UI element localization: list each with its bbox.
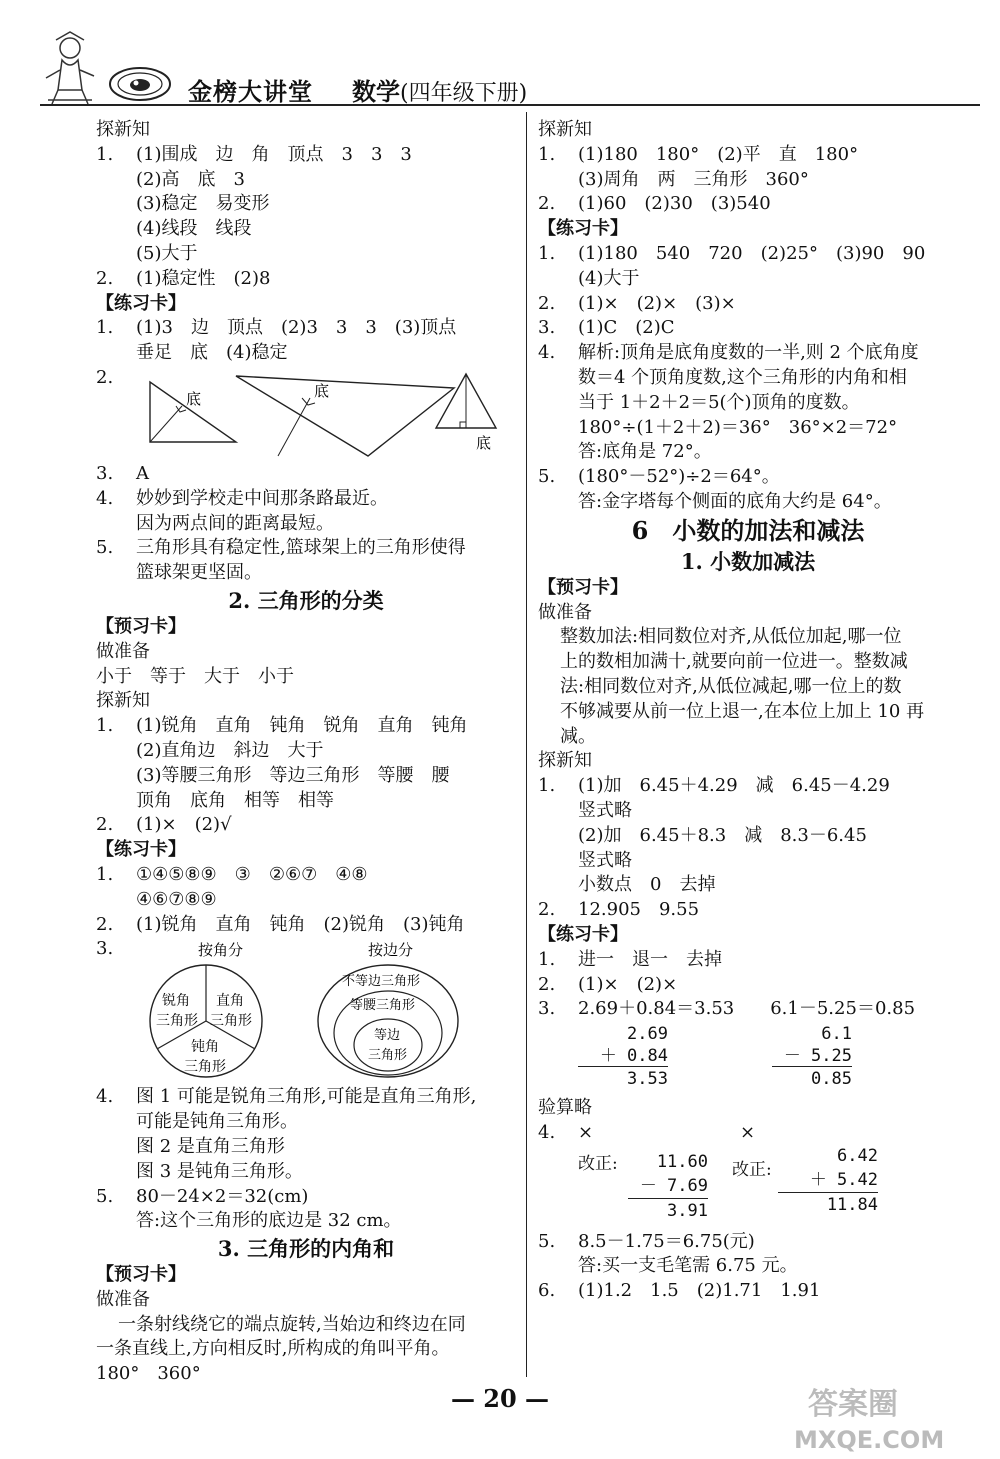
watermark-text: 答案圈 [808, 1387, 898, 1422]
answer-line [538, 1230, 958, 1255]
header-rule [40, 104, 980, 106]
heading-prepare: 做准备 [96, 1288, 150, 1310]
answer-text: (1)3 边 顶点 (2)3 3 3 (3)顶点 [136, 317, 457, 339]
right-column [538, 118, 958, 1304]
answer-line [538, 973, 958, 998]
answer-line: 不够减要从前一位上退一,在本位上加上 10 再 [560, 700, 925, 722]
chapter-title: 6 小数的加法和减法 [631, 515, 865, 545]
answer-line: 竖式略 [578, 799, 632, 821]
pie-label: 锐角 [162, 993, 190, 1010]
item-number: 1. [538, 948, 556, 970]
subject-title [352, 72, 527, 107]
classification-diagram [136, 939, 516, 1083]
correction-label: 改正: [732, 1159, 772, 1180]
pie-title: 按角分 [198, 941, 244, 960]
answer-text: (1)C (2)C [578, 317, 675, 339]
label-base: 底 [314, 381, 330, 400]
answer-line: 小数点 0 去掉 [578, 874, 716, 896]
calc-row: 6.42 [837, 1145, 878, 1166]
watermark-logo [788, 1378, 978, 1454]
calc-row: 0.85 [811, 1069, 852, 1090]
answer-line: 数＝4 个顶角度数,这个三角形的内角和相 [578, 366, 907, 388]
calc-row: ＋ 0.84 [578, 1044, 668, 1067]
calc-row: 11.84 [826, 1194, 878, 1215]
answer-line [538, 774, 958, 799]
answer-line [538, 465, 958, 490]
section-tag: 【预习卡】 [96, 1264, 186, 1286]
answer-line [96, 267, 516, 292]
heading-prepare: 做准备 [538, 601, 592, 623]
answer-line: (3)稳定 易变形 [136, 193, 270, 215]
answer-line [538, 948, 958, 973]
pie-label: 直角 [216, 993, 244, 1010]
label-base: 底 [476, 433, 492, 452]
section-title: 1. 小数加减法 [680, 548, 816, 574]
vertical-calc-add [578, 1022, 668, 1089]
answer-line: 180° 360° [96, 1363, 201, 1385]
answer-line: 答:金字塔每个侧面的底角大约是 64°。 [578, 490, 892, 512]
answer-line: (5)大于 [136, 242, 198, 264]
brand-logo [108, 66, 172, 102]
answer-text: (1)锐角 直角 钝角 锐角 直角 钝角 [136, 715, 468, 737]
answer-line [96, 714, 516, 739]
item-number: 1. [96, 715, 114, 737]
corrections [538, 1146, 958, 1230]
item-number: 2. [96, 814, 114, 836]
answer-line: 法:相同数位对齐,从低位减起,哪一位上的数 [560, 675, 902, 697]
answer-line: 当于 1＋2＋2＝5(个)顶角的度数。 [578, 391, 860, 413]
left-column [96, 118, 516, 1387]
answer-line: (2)加 6.45＋8.3 减 8.3－6.45 [578, 824, 867, 846]
answer-line [96, 913, 516, 938]
item-number: 3. [96, 462, 114, 484]
answer-line: 图 3 是钝角三角形。 [136, 1160, 303, 1182]
item-number: 4. [96, 487, 114, 509]
answer-line: 篮球架更坚固。 [136, 562, 262, 584]
answer-text: (1)围成 边 角 顶点 3 3 3 [136, 143, 412, 165]
column-divider [526, 112, 527, 1377]
answer-text: ①④⑤⑧⑨ ③ ②⑥⑦ ④⑧ [136, 863, 368, 885]
answer-line [538, 192, 958, 217]
answer-text: (1)× (2)× [578, 973, 678, 995]
answer-line [96, 863, 516, 888]
heading-explore: 探新知 [96, 690, 150, 712]
answer-line [96, 316, 516, 341]
brand-title: 金榜大讲堂 [188, 77, 313, 106]
answer-text: 图 1 可能是锐角三角形,可能是直角三角形, [136, 1086, 477, 1108]
calc-row: 3.53 [627, 1069, 668, 1090]
answer-line: 小于 等于 大于 小于 [96, 665, 294, 687]
answer-line: (3)等腰三角形 等边三角形 等腰 腰 [136, 764, 450, 786]
answer-line: 顶角 底角 相等 相等 [136, 789, 334, 811]
calc-row: 3.91 [667, 1200, 708, 1221]
answer-line: 图 2 是直角三角形 [136, 1135, 285, 1157]
venn-title: 按边分 [368, 941, 414, 960]
item-number: 3. [538, 317, 556, 339]
item-number: 2. [538, 973, 556, 995]
answer-text: 三角形具有稳定性,篮球架上的三角形使得 [136, 537, 466, 559]
answer-text: (1)× (2)× (3)× [578, 292, 736, 314]
item-number: 1. [96, 317, 114, 339]
heading-prepare: 做准备 [96, 640, 150, 662]
answer-text: 12.905 9.55 [578, 899, 700, 921]
item-number: 5. [96, 1185, 114, 1207]
calc-row: 11.60 [656, 1151, 708, 1172]
mascot-illustration [40, 30, 100, 106]
answer-line: (4)大于 [578, 267, 640, 289]
answer-text: 2.69＋0.84＝3.53 6.1－5.25＝0.85 [578, 998, 916, 1020]
answer-line: 答:底角是 72°。 [578, 441, 712, 463]
answer-line [538, 1121, 958, 1146]
item-number: 1. [538, 242, 556, 264]
answer-text: (1)1.2 1.5 (2)1.71 1.91 [578, 1280, 821, 1302]
section-tag: 【练习卡】 [538, 923, 628, 945]
answer-line [96, 462, 516, 487]
item-number: 1. [96, 863, 114, 885]
venn-label: 不等边三角形 [342, 974, 421, 990]
item-number: 4. [96, 1086, 114, 1108]
answer-line: 180°÷(1＋2＋2)＝36° 36°×2＝72° [578, 416, 898, 438]
answer-line [96, 487, 516, 512]
answer-text: (1)60 (2)30 (3)540 [578, 193, 771, 215]
correction-label: 改正: [578, 1153, 618, 1174]
answer-text: 进一 退一 去掉 [578, 948, 722, 970]
answer-text: (1)180 540 720 (2)25° (3)90 90 [578, 242, 926, 264]
pie-label: 三角形 [156, 1013, 198, 1030]
venn-label: 等腰三角形 [350, 998, 416, 1014]
item-number: 4. [538, 342, 556, 364]
calc-row: － 5.25 [772, 1044, 852, 1067]
item-number: 1. [538, 775, 556, 797]
answer-line [96, 1085, 516, 1110]
pie-label: 钝角 [191, 1039, 219, 1056]
heading-explore: 探新知 [96, 119, 150, 140]
answer-line: 整数加法:相同数位对齐,从低位加起,哪一位 [560, 626, 902, 648]
answer-line [538, 997, 958, 1022]
wrong-mark: × [740, 1121, 756, 1143]
answer-text: 80－24×2＝32(cm) [136, 1185, 309, 1207]
watermark-url: MXQE.COM [794, 1426, 945, 1454]
item-number: 2. [96, 913, 114, 935]
answer-text: 妙妙到学校走中间那条路最近。 [136, 487, 388, 509]
answer-line: (2)直角边 斜边 大于 [136, 739, 324, 761]
item-number: 5. [538, 466, 556, 488]
section-tag: 【预习卡】 [96, 615, 186, 637]
answer-line [96, 1185, 516, 1210]
item-number: 2. [538, 193, 556, 215]
correction-calc-1 [628, 1150, 708, 1223]
answer-line: 垂足 底 (4)稳定 [136, 342, 288, 364]
item-number: 6. [538, 1280, 556, 1302]
answer-line [538, 316, 958, 341]
calc-row: － 7.69 [628, 1174, 708, 1199]
answer-line [538, 341, 958, 366]
label-base: 底 [186, 389, 202, 408]
section-tag: 【练习卡】 [538, 218, 628, 240]
answer-line [96, 143, 516, 168]
venn-label: 三角形 [368, 1048, 408, 1064]
calc-row: ＋ 5.42 [778, 1168, 878, 1193]
answer-text: (180°－52°)÷2＝64°。 [578, 466, 780, 488]
answer-line [538, 143, 958, 168]
calc-row: 6.1 [821, 1024, 852, 1045]
classification-figures [96, 937, 516, 1085]
wrong-mark: × [578, 1121, 594, 1143]
section-title: 3. 三角形的内角和 [217, 1236, 395, 1262]
section-tag: 【预习卡】 [538, 576, 628, 598]
item-number: 5. [96, 537, 114, 559]
vertical-calc-sub [772, 1022, 852, 1089]
page-number: — 20 — [450, 1384, 550, 1413]
answer-line: 一条直线上,方向相反时,所构成的角叫平角。 [96, 1338, 450, 1360]
item-number: 2. [538, 292, 556, 314]
heading-explore: 探新知 [538, 119, 592, 140]
answer-line: 可能是钝角三角形。 [136, 1111, 298, 1133]
pie-label: 三角形 [184, 1059, 226, 1076]
answer-line: ④⑥⑦⑧⑨ [136, 888, 217, 910]
answer-line [538, 242, 958, 267]
answer-line [538, 292, 958, 317]
item-number: 2. [538, 899, 556, 921]
section-tag: 【练习卡】 [96, 292, 186, 314]
answer-line: 因为两点间的距离最短。 [136, 512, 334, 534]
item-number: 2. [96, 267, 114, 289]
answer-line: (3)周角 两 三角形 360° [578, 168, 809, 190]
answer-line [96, 813, 516, 838]
answer-text: A [136, 462, 149, 484]
subject-name: 数学 [352, 77, 400, 106]
answer-line: 验算略 [538, 1097, 592, 1119]
grade-label: (四年级下册) [400, 81, 528, 106]
answer-line: 一条射线绕它的端点旋转,当始边和终边在同 [118, 1313, 466, 1335]
answer-line: (2)高 底 3 [136, 168, 245, 190]
correction-calc-2 [778, 1144, 878, 1217]
answer-text: (1)加 6.45＋4.29 减 6.45－4.29 [578, 775, 890, 797]
item-number: 3. [96, 938, 114, 960]
answer-text: 解析:顶角是底角度数的一半,则 2 个底角度 [578, 342, 919, 364]
item-number: 2. [96, 366, 114, 388]
answer-line [96, 536, 516, 561]
heading-explore: 探新知 [538, 750, 592, 772]
section-title: 2. 三角形的分类 [228, 587, 384, 613]
item-number: 1. [538, 143, 556, 165]
answer-line: 答:买一支毛笔需 6.75 元。 [578, 1255, 798, 1277]
answer-text: (1)× (2)√ [136, 814, 232, 836]
answer-line: 减。 [560, 725, 596, 747]
answer-text: 8.5－1.75＝6.75(元) [578, 1230, 755, 1252]
answer-text: (1)稳定性 (2)8 [136, 267, 271, 289]
section-tag: 【练习卡】 [96, 839, 186, 861]
item-number: 5. [538, 1230, 556, 1252]
answer-line [538, 1279, 958, 1304]
answer-line: 上的数相加满十,就要向前一位进一。整数减 [560, 651, 908, 673]
vertical-calculations [538, 1022, 958, 1096]
answer-text: (1)180 180° (2)平 直 180° [578, 143, 859, 165]
item-number: 4. [538, 1121, 556, 1143]
calc-row: 2.69 [627, 1024, 668, 1045]
answer-line: 竖式略 [578, 849, 632, 871]
triangle-heights-diagram [136, 372, 516, 462]
answer-line: 答:这个三角形的底边是 32 cm。 [136, 1210, 402, 1232]
answer-line [538, 898, 958, 923]
item-number: 1. [96, 143, 114, 165]
venn-label: 等边 [374, 1028, 401, 1044]
pie-label: 三角形 [210, 1013, 252, 1030]
item-number: 3. [538, 998, 556, 1020]
answer-text: (1)锐角 直角 钝角 (2)锐角 (3)钝角 [136, 913, 465, 935]
triangle-figures [96, 366, 516, 462]
answer-line: (4)线段 线段 [136, 218, 252, 240]
